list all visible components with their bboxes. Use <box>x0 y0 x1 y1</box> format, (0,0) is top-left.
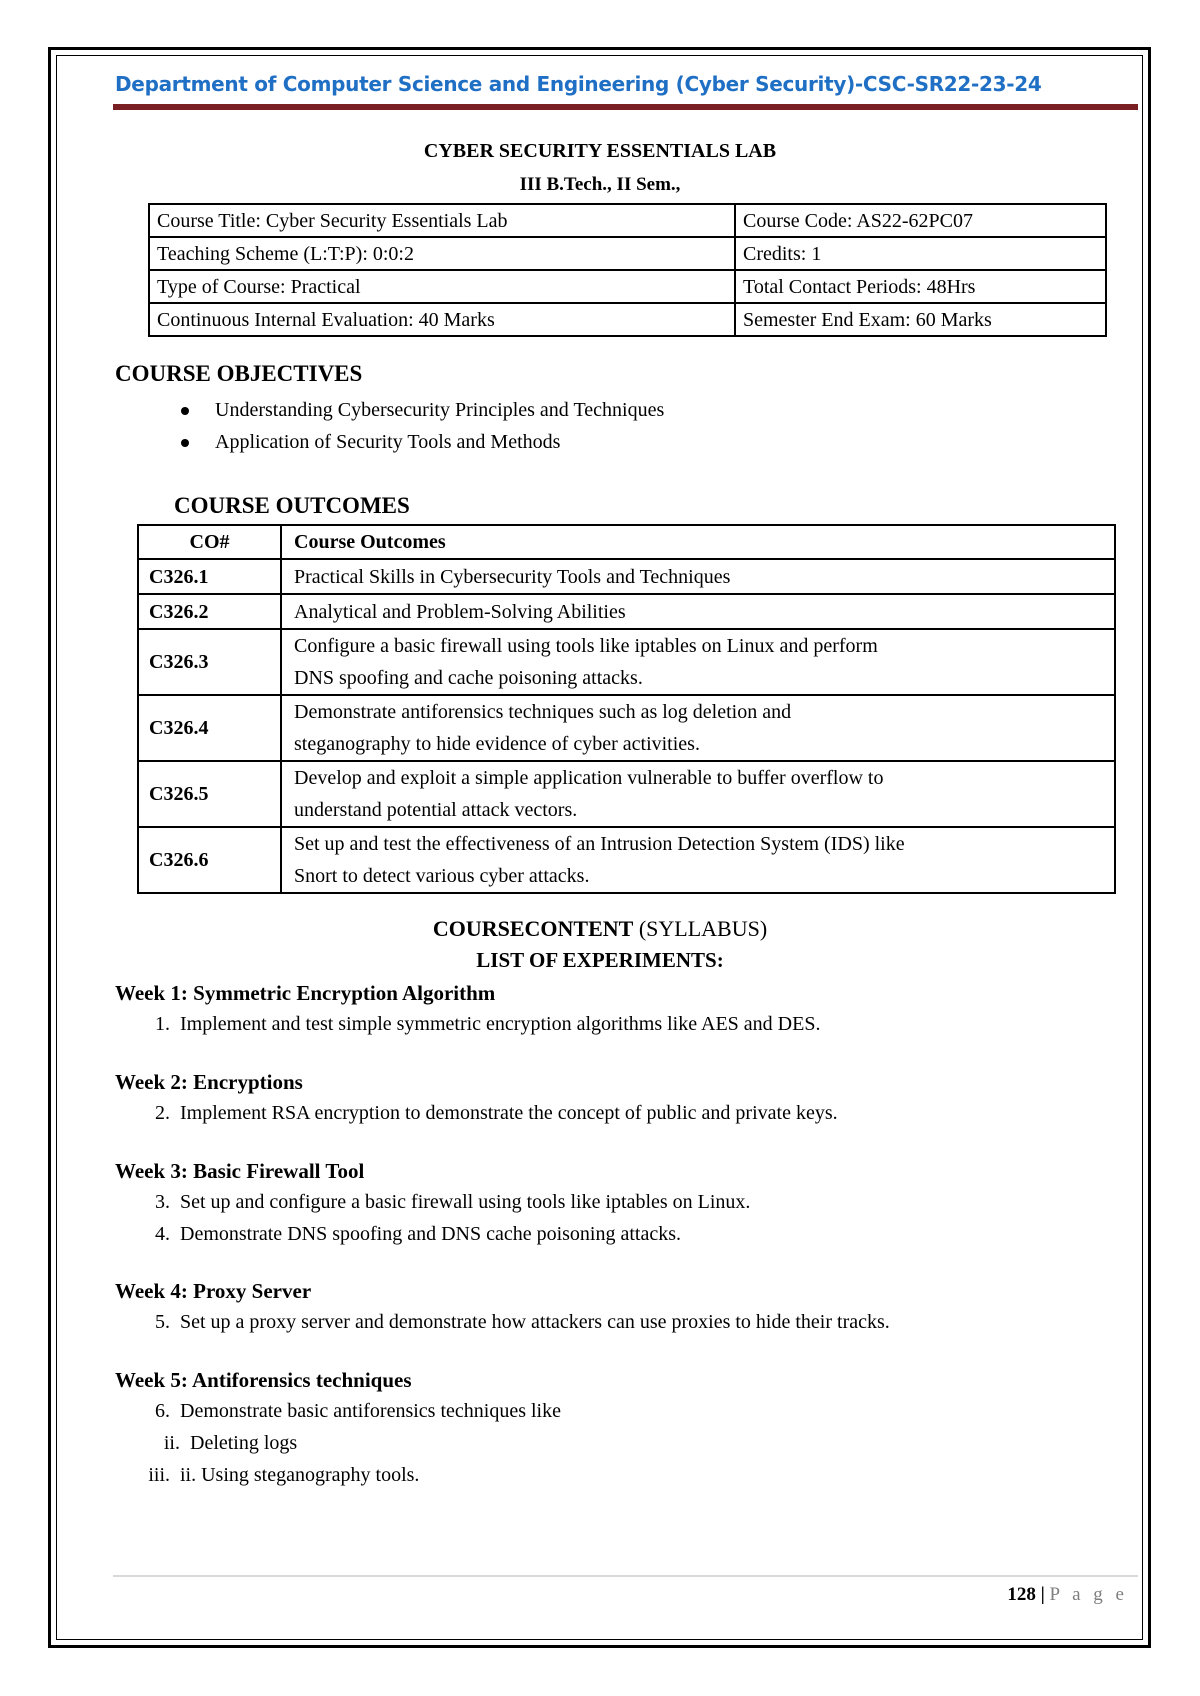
co-line: Demonstrate antiforensics techniques such as log deletion and <box>294 701 792 723</box>
objective-text: Understanding Cybersecurity Principles and Techniques <box>215 399 665 421</box>
co-number-header: CO# <box>138 525 281 559</box>
item-number: iii. <box>148 1464 170 1486</box>
table-row <box>138 559 1115 594</box>
course-info-table <box>148 203 1107 337</box>
header-rule <box>113 104 1138 110</box>
list-item <box>136 1432 297 1455</box>
table-row <box>149 303 1106 336</box>
contact-periods-cell: Total Contact Periods: 48Hrs <box>735 270 1106 303</box>
page-footer <box>1007 1584 1128 1606</box>
list-item <box>175 395 664 427</box>
co-line: Analytical and Problem-Solving Abilities <box>294 600 626 623</box>
objective-text: Application of Security Tools and Methods <box>215 431 561 453</box>
item-text: Implement and test simple symmetric encryption algorithms like AES and DES. <box>180 1013 821 1035</box>
co-line: Practical Skills in Cybersecurity Tools and Techniques <box>294 565 731 588</box>
list-item <box>136 1223 681 1246</box>
list-item <box>175 427 664 459</box>
week-1-title: Week 1: Symmetric Encryption Algorithm <box>115 981 496 1005</box>
item-text: Set up and configure a basic firewall using tools like iptables on Linux. <box>180 1191 751 1213</box>
lab-subtitle: III B.Tech., II Sem., <box>519 174 681 195</box>
list-item <box>136 1464 419 1487</box>
table-row <box>149 204 1106 237</box>
objectives-list <box>175 395 664 459</box>
outcomes-heading: COURSE OUTCOMES <box>174 493 410 518</box>
week-2-title: Week 2: Encryptions <box>115 1070 303 1094</box>
co-line: Set up and test the effectiveness of an Intrusion Detection System (IDS) like <box>294 833 905 855</box>
item-number: 4. <box>155 1223 170 1245</box>
lab-title: CYBER SECURITY ESSENTIALS LAB <box>423 140 777 162</box>
table-row <box>149 270 1106 303</box>
co-id: C326.5 <box>138 761 281 827</box>
item-number: 2. <box>155 1102 170 1124</box>
bullet-icon <box>181 439 189 447</box>
table-header-row <box>138 525 1115 559</box>
bullet-icon <box>181 407 189 415</box>
co-id: C326.1 <box>138 559 281 594</box>
page-label: P a g e <box>1049 1584 1128 1605</box>
list-item <box>136 1191 750 1214</box>
co-line: steganography to hide evidence of cyber activities. <box>294 733 700 755</box>
table-row <box>149 237 1106 270</box>
item-number: 1. <box>155 1013 170 1035</box>
cie-marks-cell: Continuous Internal Evaluation: 40 Marks <box>149 303 735 336</box>
table-row <box>138 827 1115 893</box>
table-row <box>138 695 1115 761</box>
list-item <box>136 1400 561 1423</box>
list-item <box>136 1013 820 1036</box>
co-text <box>281 761 1115 827</box>
item-text: Set up a proxy server and demonstrate how attackers can use proxies to hide their tracks. <box>180 1311 890 1333</box>
co-line: Configure a basic firewall using tools like iptables on Linux and perform <box>294 635 878 657</box>
co-line: Snort to detect various cyber attacks. <box>294 865 590 887</box>
table-row <box>138 594 1115 629</box>
co-text <box>281 629 1115 695</box>
co-id: C326.6 <box>138 827 281 893</box>
co-text <box>281 695 1115 761</box>
experiments-heading: LIST OF EXPERIMENTS: <box>476 948 724 972</box>
co-description-header: Course Outcomes <box>281 525 1115 559</box>
teaching-scheme-cell: Teaching Scheme (L:T:P): 0:0:2 <box>149 237 735 270</box>
footer-separator: | <box>1040 1584 1045 1605</box>
week-5-title: Week 5: Antiforensics techniques <box>115 1368 412 1392</box>
co-text <box>281 594 1115 629</box>
co-id: C326.3 <box>138 629 281 695</box>
co-line: understand potential attack vectors. <box>294 799 578 821</box>
course-type-cell: Type of Course: Practical <box>149 270 735 303</box>
item-number: 5. <box>155 1311 170 1333</box>
syllabus-heading <box>0 916 1200 942</box>
list-item <box>136 1311 890 1334</box>
footer-rule <box>113 1575 1138 1577</box>
week-3-title: Week 3: Basic Firewall Tool <box>115 1159 365 1183</box>
co-text <box>281 827 1115 893</box>
item-text: Demonstrate DNS spoofing and DNS cache poisoning attacks. <box>180 1223 682 1245</box>
table-row <box>138 761 1115 827</box>
co-text <box>281 559 1115 594</box>
item-text: ii. Using steganography tools. <box>180 1464 420 1486</box>
co-id: C326.4 <box>138 695 281 761</box>
syllabus-heading-rest: (SYLLABUS) <box>633 916 768 941</box>
table-row <box>138 629 1115 695</box>
item-text: Implement RSA encryption to demonstrate the concept of public and private keys. <box>180 1102 838 1124</box>
course-title-cell: Course Title: Cyber Security Essentials Lab <box>149 204 735 237</box>
course-code-cell: Course Code: AS22-62PC07 <box>735 204 1106 237</box>
page-number: 128 <box>1007 1584 1036 1605</box>
course-outcomes-table <box>137 524 1116 894</box>
objectives-heading: COURSE OBJECTIVES <box>115 361 363 386</box>
item-number: 3. <box>155 1191 170 1213</box>
co-line: Develop and exploit a simple application vulnerable to buffer overflow to <box>294 767 884 789</box>
item-text: Deleting logs <box>190 1432 298 1454</box>
department-header: Department of Computer Science and Engineering (Cyber Security)-CSC-SR22-23-24 <box>115 72 1042 96</box>
syllabus-heading-bold: COURSECONTENT <box>432 916 634 941</box>
credits-cell: Credits: 1 <box>735 237 1106 270</box>
item-number: ii. <box>163 1432 180 1454</box>
list-item <box>136 1102 838 1125</box>
see-marks-cell: Semester End Exam: 60 Marks <box>735 303 1106 336</box>
co-line: DNS spoofing and cache poisoning attacks. <box>294 667 643 689</box>
item-text: Demonstrate basic antiforensics techniques like <box>180 1400 561 1422</box>
week-4-title: Week 4: Proxy Server <box>115 1279 312 1303</box>
co-id: C326.2 <box>138 594 281 629</box>
item-number: 6. <box>155 1400 170 1422</box>
